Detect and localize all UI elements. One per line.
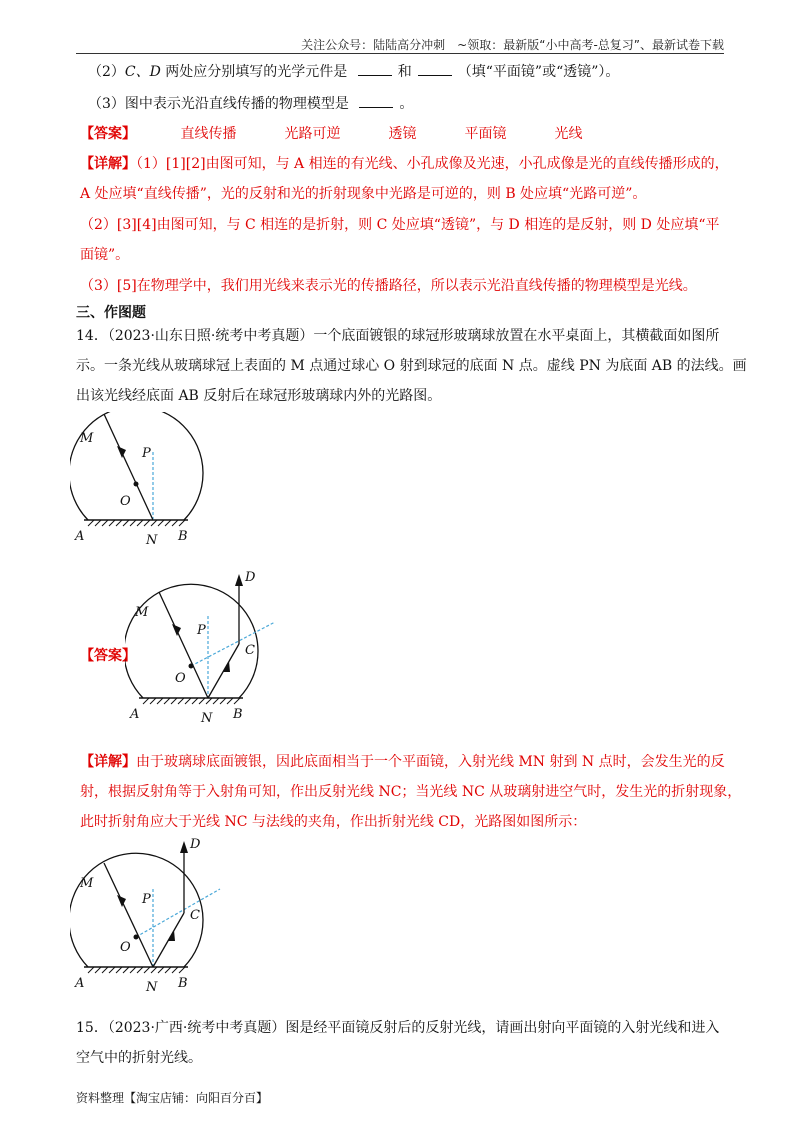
page-footer: 资料整理【淘宝店铺：向阳百分百】: [76, 1091, 269, 1105]
q14-line1: 14．（2023·山东日照·统考中考真题）一个底面镀银的球冠形玻璃球放置在水平桌面上，其横截面如图所: [76, 328, 720, 344]
section-title: 三、作图题: [76, 305, 146, 321]
label-p: P: [197, 623, 206, 638]
q13-detail-3: （3）[5]在物理学中，我们用光线来表示光的传播路径，所以表示光沿直线传播的物理模型是光线。: [80, 278, 697, 294]
label-c: C: [190, 908, 200, 923]
center-dot: [134, 482, 139, 487]
arrow-icon: [117, 895, 126, 907]
reflected-ray-nc: [208, 644, 239, 698]
label-n: N: [146, 980, 158, 993]
q15-line2: 空气中的折射光线。: [76, 1050, 202, 1066]
label-p: P: [142, 892, 151, 907]
arrow-icon: [172, 624, 181, 636]
label-m: M: [80, 431, 94, 446]
label-p: P: [142, 446, 151, 461]
q14-question-figure: [70, 412, 210, 547]
label-o: O: [120, 494, 131, 509]
q14-answer-label: 【答案】: [80, 648, 136, 664]
blank-c[interactable]: [358, 63, 392, 76]
q15-line1: 15．（2023·广西·统考中考真题）图是经平面镜反射后的反射光线，请画出射向平面镜的入射光线和进入: [76, 1020, 720, 1036]
label-b: B: [178, 529, 188, 544]
label-d: D: [245, 570, 256, 585]
q14-detail-2: 射，根据反射角等于入射角可知，作出反射光线 NC；当光线 NC 从玻璃射进空气时，发生光的折射现象，: [80, 784, 742, 800]
label-n: N: [146, 533, 158, 547]
label-m: M: [135, 605, 149, 620]
sphere-cap-outline: [125, 584, 258, 698]
header-divider: [76, 53, 724, 54]
q14-detail-3: 此时折射角应大于光线 NC 与法线的夹角，作出折射光线 CD，光路图如图所示：: [80, 814, 587, 830]
label-o: O: [120, 940, 131, 955]
q13-detail-2b: 面镜”。: [80, 247, 130, 263]
label-d: D: [190, 837, 201, 852]
arrow-icon: [180, 841, 188, 853]
sphere-cap-outline: [70, 853, 203, 967]
q13-part2: （2）C、D 两处应分别填写的光学元件是 和 （填“平面镜”或“透镜”）。: [88, 64, 620, 80]
blank-model[interactable]: [359, 95, 393, 108]
arrow-icon: [117, 446, 126, 458]
label-o: O: [175, 671, 186, 686]
arrow-icon: [223, 661, 230, 672]
center-dot: [134, 935, 139, 940]
label-a: A: [75, 976, 85, 991]
blank-d[interactable]: [418, 63, 452, 76]
q13-answer: 【答案】 直线传播 光路可逆 透镜 平面镜 光线: [80, 126, 583, 142]
sphere-cap-outline: [70, 412, 203, 520]
label-b: B: [233, 707, 243, 722]
label-c: C: [245, 643, 255, 658]
label-m: M: [80, 876, 94, 891]
arrow-icon: [235, 574, 243, 586]
page-header: 关注公众号：陆陆高分冲刺 ~领取：最新版“小中高考-总复习”、最新试卷下载: [301, 38, 724, 52]
q14-detail-figure: [70, 833, 230, 993]
q14-answer-figure: [125, 566, 285, 726]
q13-detail-1a: 【详解】（1）[1][2]由图可知，与 A 相连的有光线、小孔成像及光速，小孔成像是光的直线传播形成的，: [80, 156, 729, 172]
arrow-icon: [168, 930, 175, 941]
label-b: B: [178, 976, 188, 991]
hatching: [143, 698, 240, 704]
hatching: [88, 520, 185, 526]
q14-line2: 示。一条光线从玻璃球冠上表面的 M 点通过球心 O 射到球冠的底面 N 点。虚线 PN 为底面 AB 的法线。画: [76, 358, 747, 374]
label-a: A: [130, 707, 140, 722]
hatching: [88, 967, 185, 973]
q14-line3: 出该光线经底面 AB 反射后在球冠形玻璃球内外的光路图。: [76, 388, 442, 404]
q13-detail-2a: （2）[3][4]由图可知，与 C 相连的是折射，则 C 处应填“透镜”，与 D 相连的是反射，则 D 处应填“平: [80, 217, 720, 233]
label-a: A: [75, 529, 85, 544]
q13-detail-1b: A 处应填“直线传播”，光的反射和光的折射现象中光路是可逆的，则 B 处应填“光路可逆”。: [80, 186, 647, 202]
label-n: N: [201, 711, 213, 726]
q14-detail-1: 【详解】由于玻璃球底面镀银，因此底面相当于一个平面镜，入射光线 MN 射到 N 点时，会发生光的反: [80, 754, 725, 770]
reflected-ray-nc: [153, 913, 184, 967]
q13-part3: （3）图中表示光沿直线传播的物理模型是 。: [88, 96, 414, 112]
center-dot: [189, 664, 194, 669]
